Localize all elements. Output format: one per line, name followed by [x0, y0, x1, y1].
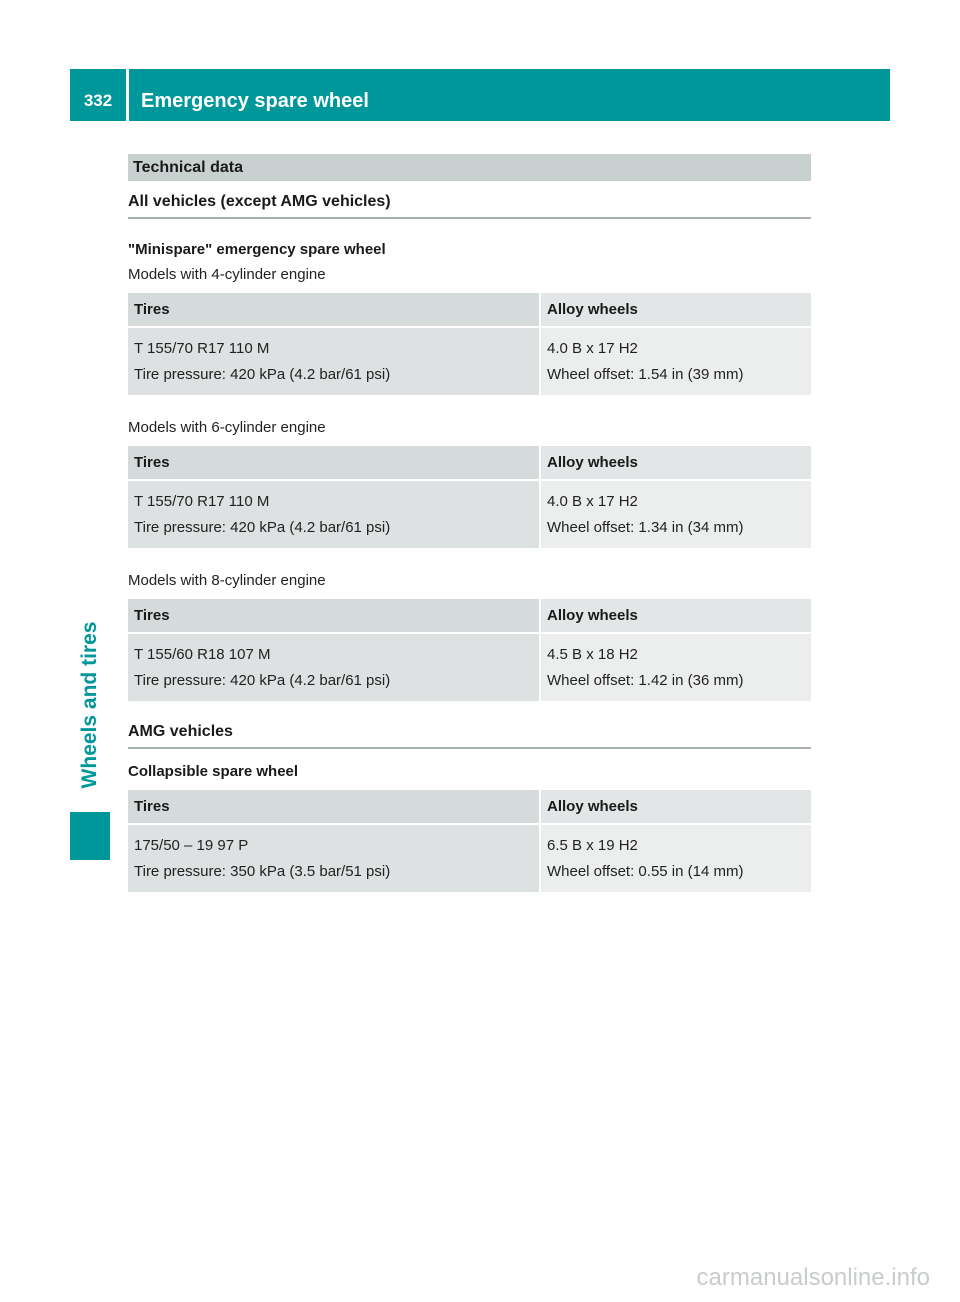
tire-size: T 155/70 R17 110 M: [134, 493, 270, 510]
tire-pressure: Tire pressure: 420 kPa (4.2 bar/61 psi): [134, 519, 391, 536]
tire-cell: [128, 633, 540, 701]
tire-cell: [128, 480, 540, 548]
tire-pressure: Tire pressure: 420 kPa (4.2 bar/61 psi): [134, 366, 391, 383]
page-title: Emergency spare wheel: [141, 90, 369, 112]
table-header-row: [128, 446, 811, 480]
header-divider: [126, 69, 129, 121]
side-chapter-label: [70, 600, 110, 810]
column-header-alloy-wheels: Alloy wheels: [540, 790, 811, 824]
table-row: [128, 824, 811, 892]
wheel-offset: Wheel offset: 0.55 in (14 mm): [547, 863, 744, 880]
table-header-row: [128, 599, 811, 633]
subheading-minispare: "Minispare" emergency spare wheel: [128, 241, 386, 258]
table-row: [128, 633, 811, 701]
column-header-tires: Tires: [128, 599, 540, 633]
tire-pressure: Tire pressure: 350 kPa (3.5 bar/51 psi): [134, 863, 391, 880]
column-header-tires: Tires: [128, 293, 540, 327]
table-header-row: [128, 790, 811, 824]
column-header-tires: Tires: [128, 446, 540, 480]
wheel-cell: [540, 480, 811, 548]
column-header-alloy-wheels: Alloy wheels: [540, 599, 811, 633]
tire-size: 175/50 – 19 97 P: [134, 837, 249, 854]
column-header-alloy-wheels: Alloy wheels: [540, 446, 811, 480]
table-row: [128, 327, 811, 395]
wheel-offset: Wheel offset: 1.34 in (34 mm): [547, 519, 744, 536]
wheel-offset: Wheel offset: 1.54 in (39 mm): [547, 366, 744, 383]
tire-size: T 155/60 R18 107 M: [134, 646, 271, 663]
wheel-size: 4.0 B x 17 H2: [547, 340, 638, 357]
engine-label-8cyl: Models with 8-cylinder engine: [128, 572, 326, 589]
content: [128, 154, 811, 892]
column-header-alloy-wheels: Alloy wheels: [540, 293, 811, 327]
page-number: 332: [83, 91, 113, 110]
spec-table-8cyl: [128, 599, 811, 701]
wheel-size: 6.5 B x 19 H2: [547, 837, 638, 854]
tire-cell: [128, 327, 540, 395]
column-header-tires: Tires: [128, 790, 540, 824]
engine-label-4cyl: Models with 4-cylinder engine: [128, 266, 326, 283]
tire-pressure: Tire pressure: 420 kPa (4.2 bar/61 psi): [134, 672, 391, 689]
engine-label-6cyl: Models with 6-cylinder engine: [128, 419, 326, 436]
spec-table-4cyl: [128, 293, 811, 395]
table-row: [128, 480, 811, 548]
tire-size: T 155/70 R17 110 M: [134, 340, 270, 357]
spec-table-6cyl: [128, 446, 811, 548]
wheel-size: 4.5 B x 18 H2: [547, 646, 638, 663]
wheel-cell: [540, 327, 811, 395]
subheading-collapsible: Collapsible spare wheel: [128, 763, 299, 780]
watermark-text: carmanualsonline.info: [696, 1264, 930, 1291]
wheel-offset: Wheel offset: 1.42 in (36 mm): [547, 672, 744, 689]
wheel-size: 4.0 B x 17 H2: [547, 493, 638, 510]
wheel-cell: [540, 633, 811, 701]
tire-cell: [128, 824, 540, 892]
section-heading-amg: AMG vehicles: [128, 723, 811, 749]
side-chapter-label-text: Wheels and tires: [78, 621, 101, 789]
side-chapter-tab: [70, 812, 110, 860]
technical-data-bar: Technical data: [128, 154, 811, 181]
table-header-row: [128, 293, 811, 327]
section-heading-all-vehicles: All vehicles (except AMG vehicles): [128, 193, 811, 219]
spec-table-amg: [128, 790, 811, 892]
wheel-cell: [540, 824, 811, 892]
